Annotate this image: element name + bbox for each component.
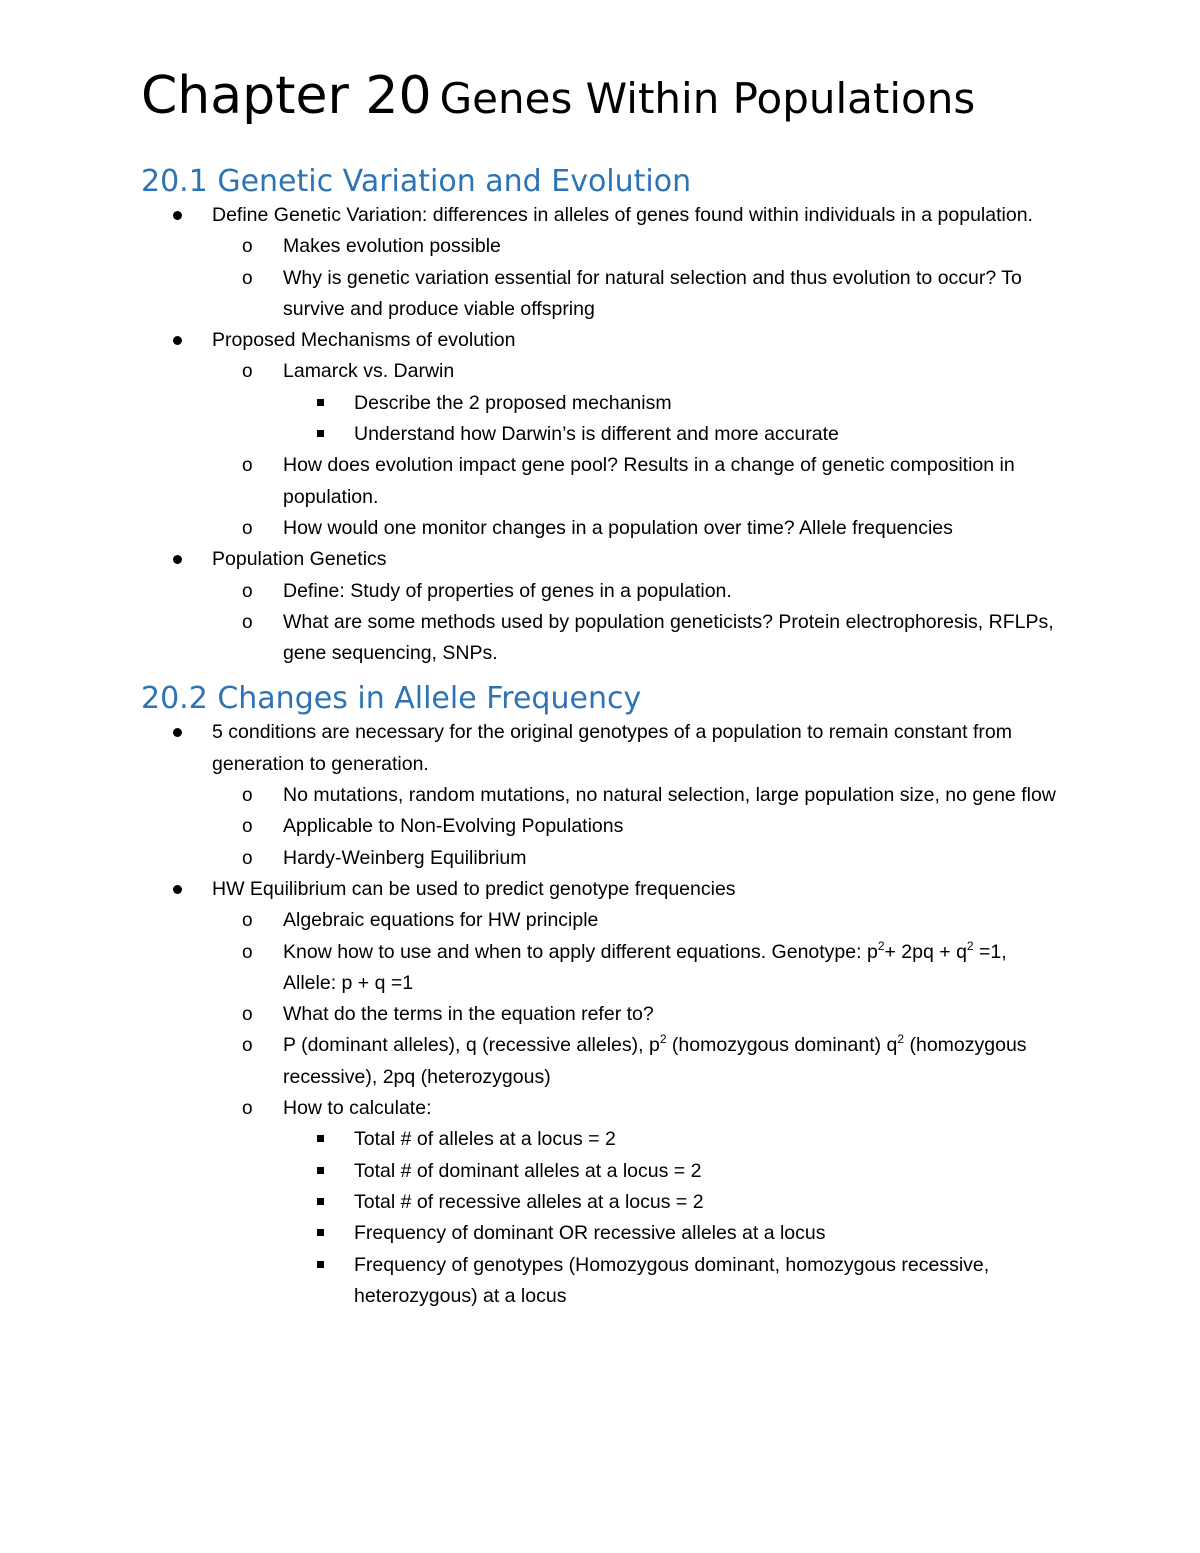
item-text: Frequency of dominant OR recessive alleles at a locus	[354, 1222, 826, 1245]
bullet-circle: o	[242, 361, 253, 383]
bullet-circle: o	[242, 455, 253, 477]
item-text: Total # of recessive alleles at a locus = 2	[354, 1190, 704, 1213]
sublist	[242, 356, 1061, 544]
list-item	[212, 576, 1061, 607]
bullet-circle: o	[242, 910, 253, 932]
item-text: Describe the 2 proposed mechanism	[354, 391, 672, 414]
item-text: Why is genetic variation essential for natural selection and thus evolution to occur? To survive and produce viable offspring	[283, 266, 1022, 320]
bullet-circle: o	[242, 517, 253, 539]
item-text: Hardy-Weinberg Equilibrium	[283, 846, 527, 869]
list-item	[141, 200, 1061, 325]
list-item	[141, 874, 1061, 1312]
sublist	[242, 576, 1061, 670]
item-text: How to calculate:	[283, 1097, 432, 1120]
terms-part: (homozygous dominant) q	[666, 1034, 898, 1057]
list-item	[212, 263, 1061, 326]
item-text: How does evolution impact gene pool? Results in a change of genetic composition in population.	[283, 454, 1015, 508]
bullet-circle: o	[242, 816, 253, 838]
list-item	[212, 231, 1061, 262]
list-item	[141, 544, 1061, 669]
list-item	[283, 1124, 1061, 1155]
equation-text	[283, 938, 1007, 994]
bullet-circle: o	[242, 580, 253, 602]
item-text: Define: Study of properties of genes in a population.	[283, 579, 732, 602]
superscript: 2	[659, 1032, 667, 1047]
list-item	[212, 999, 1061, 1030]
list-item	[212, 513, 1061, 544]
bullet-circle: o	[242, 236, 253, 258]
list-item	[283, 1218, 1061, 1249]
item-text: Total # of alleles at a locus = 2	[354, 1128, 616, 1151]
item-text: Makes evolution possible	[283, 235, 501, 258]
sublist	[242, 231, 1061, 325]
bullet-circle: o	[242, 785, 253, 807]
list-item	[212, 607, 1061, 670]
item-text: Define Genetic Variation: differences in alleles of genes found within individuals in a population.	[212, 204, 1033, 226]
sublist	[354, 1124, 1061, 1312]
sublist	[354, 388, 1061, 451]
page-title	[141, 66, 1061, 146]
bullet-circle: o	[242, 941, 253, 963]
terms-part: P (dominant alleles), q (recessive alleles), p	[283, 1034, 660, 1057]
list-item	[283, 419, 1061, 450]
list-item	[283, 1156, 1061, 1187]
item-text: Population Genetics	[212, 548, 387, 571]
bullet-circle: o	[242, 267, 253, 289]
item-text: Understand how Darwin’s is different and more accurate	[354, 423, 839, 446]
bullet-circle: o	[242, 1098, 253, 1120]
list-item	[212, 905, 1061, 936]
sublist	[242, 905, 1061, 1312]
bullet-circle: o	[242, 847, 253, 869]
terms-part: (homozygous recessive), 2pq (heterozygous)	[283, 1034, 1027, 1088]
section-heading-20-2: 20.2 Changes in Allele Frequency	[141, 681, 642, 717]
bullet-circle: o	[242, 1004, 253, 1026]
superscript: 2	[897, 1032, 905, 1047]
item-text: Lamarck vs. Darwin	[283, 360, 455, 383]
document-body	[141, 66, 1061, 1312]
list-item	[212, 1030, 1061, 1093]
chapter-number: Chapter 20	[141, 66, 432, 126]
list-item	[141, 325, 1061, 544]
list-item	[283, 388, 1061, 419]
superscript: 2	[877, 938, 885, 953]
terms-text	[283, 1034, 1027, 1087]
section-heading-20-1: 20.1 Genetic Variation and Evolution	[141, 164, 692, 199]
item-text: What do the terms in the equation refer to?	[283, 1003, 654, 1026]
list-item	[212, 937, 1061, 1000]
list-item	[212, 1093, 1061, 1312]
section-1-list	[141, 200, 1061, 669]
list-item	[283, 1187, 1061, 1218]
sublist	[242, 780, 1061, 874]
bullet-circle: o	[242, 611, 253, 633]
item-text: No mutations, random mutations, no natural selection, large population size, no gene flow	[283, 784, 1056, 807]
chapter-title: Genes Within Populations	[439, 74, 976, 123]
section-2-list	[141, 717, 1061, 1312]
item-text: Algebraic equations for HW principle	[283, 909, 599, 932]
list-item	[212, 843, 1061, 874]
equation-part: =1, Allele: p + q =1	[283, 940, 1007, 994]
list-item	[141, 717, 1061, 873]
equation-part: Know how to use and when to apply different equations. Genotype: p	[283, 940, 878, 963]
list-item	[212, 450, 1061, 513]
item-text: Applicable to Non-Evolving Populations	[283, 815, 624, 838]
list-item	[212, 356, 1061, 450]
list-item	[212, 811, 1061, 842]
item-text: How would one monitor changes in a population over time? Allele frequencies	[283, 516, 953, 539]
list-item	[212, 780, 1061, 811]
bullet-circle: o	[242, 1035, 253, 1057]
item-text: Total # of dominant alleles at a locus = 2	[354, 1159, 702, 1182]
item-text: What are some methods used by population geneticists? Protein electrophoresis, RFLPs, gene sequencing, SNPs.	[283, 610, 1054, 665]
item-text: HW Equilibrium can be used to predict genotype frequencies	[212, 877, 736, 900]
item-text: Proposed Mechanisms of evolution	[212, 329, 516, 352]
superscript: 2	[966, 938, 974, 953]
item-text: 5 conditions are necessary for the original genotypes of a population to remain constant from generation to generation.	[212, 721, 1012, 775]
equation-part: + 2pq + q	[884, 940, 967, 963]
item-text: Frequency of genotypes (Homozygous dominant, homozygous recessive, heterozygous) at a locus	[354, 1253, 990, 1307]
list-item	[283, 1250, 1061, 1313]
